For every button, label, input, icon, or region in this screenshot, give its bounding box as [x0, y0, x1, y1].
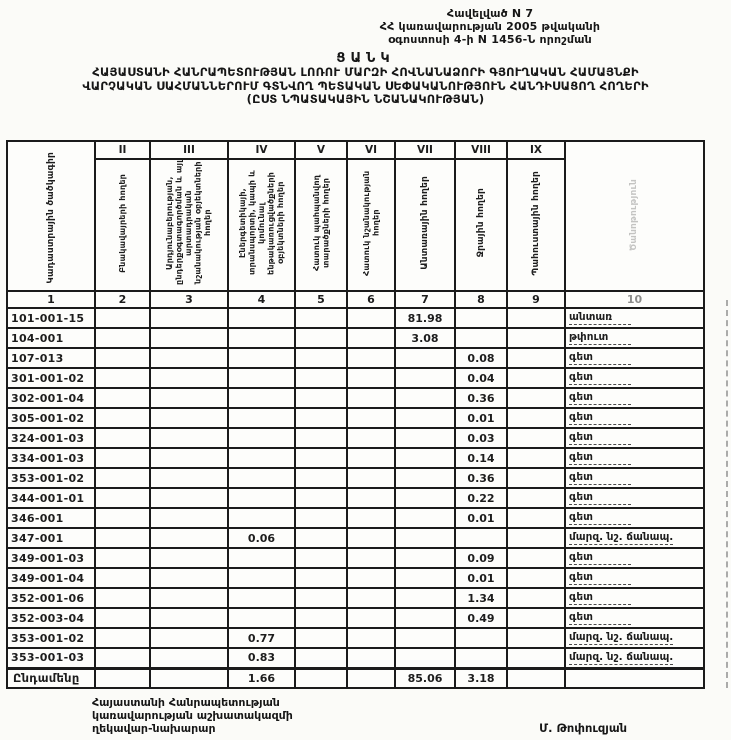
value-cell-col6 — [347, 568, 395, 588]
issuer-line-1: Հայաստանի Հանրապետության — [92, 696, 280, 709]
note-text: մարզ. նշ. ճանապ. — [569, 650, 674, 663]
value-cell-col8: 0.09 — [455, 548, 507, 568]
value-cell-col7 — [395, 448, 455, 468]
colnum-3: 3 — [150, 291, 228, 308]
header-reserve-lands — [507, 159, 565, 291]
value-cell-col9 — [507, 608, 565, 628]
value-cell-col5 — [295, 668, 347, 688]
value-cell-col4: 0.77 — [228, 628, 295, 648]
value-cell-col2 — [95, 348, 150, 368]
value-cell-col8 — [455, 648, 507, 668]
colnum-2: 2 — [95, 291, 150, 308]
value-cell-col4 — [228, 608, 295, 628]
value-cell-col3 — [150, 668, 228, 688]
table-row — [7, 408, 704, 428]
header-forest-lands — [395, 159, 455, 291]
header-notes — [565, 141, 704, 291]
note-text: անտառ — [569, 311, 631, 325]
value-cell-col2 — [95, 508, 150, 528]
value-cell-col2 — [95, 648, 150, 668]
value-cell-col6 — [347, 648, 395, 668]
value-cell-col2 — [95, 488, 150, 508]
value-cell-col5 — [295, 588, 347, 608]
land-parcels-table — [6, 140, 705, 689]
value-cell-col8: 0.01 — [455, 408, 507, 428]
value-cell-col4 — [228, 348, 295, 368]
value-cell-col6 — [347, 428, 395, 448]
cadastral-code-cell: 353-001-03 — [7, 648, 95, 668]
annex-line-3: օգոստոսի 4-ի N 1456-Ն որոշման — [388, 33, 592, 46]
value-cell-col3 — [150, 328, 228, 348]
value-cell-col2 — [95, 628, 150, 648]
numeral-III: III — [150, 141, 228, 159]
value-cell-col4: 0.83 — [228, 648, 295, 668]
header-cadastral-code — [7, 141, 95, 291]
value-cell-col8: 1.34 — [455, 588, 507, 608]
header-special-purpose-lands-label: Հատուկ նշանակության հողեր — [361, 170, 380, 276]
total-row — [7, 668, 704, 688]
note-text: գետ — [569, 511, 631, 525]
scan-edge-dashed-line — [726, 300, 728, 688]
value-cell-col7 — [395, 348, 455, 368]
note-text: գետ — [569, 351, 631, 365]
column-numbers-row — [7, 291, 704, 308]
value-cell-col6 — [347, 668, 395, 688]
value-cell-col4 — [228, 468, 295, 488]
value-cell-col7 — [395, 528, 455, 548]
note-text: գետ — [569, 591, 631, 605]
note-text: գետ — [569, 551, 631, 565]
numeral-IX: IX — [507, 141, 565, 159]
cadastral-code-cell: 324-001-03 — [7, 428, 95, 448]
note-text: գետ — [569, 491, 631, 505]
table-row — [7, 368, 704, 388]
title-line-1: ՀԱՅԱՍՏԱՆԻ ՀԱՆՐԱՊԵՏՈՒԹՅԱՆ ԼՈՌՈՒ ՄԱՐԶԻ ՀՈՎՆԱՆԱՁՈՐԻ ԳՅՈՒՂԱԿԱՆ ՀԱՄԱՅՆՔԻ — [92, 65, 639, 79]
numeral-II: II — [95, 141, 150, 159]
value-cell-col3 — [150, 588, 228, 608]
cadastral-code-cell: 352-003-04 — [7, 608, 95, 628]
total-label: Ընդամենը — [7, 668, 95, 688]
value-cell-col7: 85.06 — [395, 668, 455, 688]
value-cell-col7 — [395, 388, 455, 408]
colnum-6: 6 — [347, 291, 395, 308]
value-cell-col3 — [150, 488, 228, 508]
cadastral-code-cell: 349-001-04 — [7, 568, 95, 588]
value-cell-col5 — [295, 308, 347, 328]
value-cell-col9 — [507, 348, 565, 368]
value-cell-col7 — [395, 548, 455, 568]
value-cell-col6 — [347, 588, 395, 608]
value-cell-col5 — [295, 508, 347, 528]
roman-numeral-row — [7, 141, 704, 159]
header-settlement-lands-label: Բնակավայրերի հողեր — [117, 173, 127, 273]
value-cell-col9 — [507, 548, 565, 568]
value-cell-col5 — [295, 368, 347, 388]
value-cell-col5 — [295, 448, 347, 468]
signature-block — [0, 696, 731, 735]
table-row — [7, 628, 704, 648]
value-cell-col3 — [150, 428, 228, 448]
value-cell-col9 — [507, 648, 565, 668]
document-title — [0, 52, 731, 107]
value-cell-col7 — [395, 428, 455, 448]
value-cell-col4 — [228, 508, 295, 528]
value-cell-col7 — [395, 568, 455, 588]
value-cell-col5 — [295, 608, 347, 628]
numeral-VI: VI — [347, 141, 395, 159]
value-cell-col2 — [95, 588, 150, 608]
cadastral-code-cell: 302-001-04 — [7, 388, 95, 408]
cadastral-code-cell: 305-001-02 — [7, 408, 95, 428]
value-cell-col5 — [295, 548, 347, 568]
annex-line-1: Հավելված N 7 — [446, 7, 534, 20]
cadastral-code-cell: 346-001 — [7, 508, 95, 528]
colnum-8: 8 — [455, 291, 507, 308]
table-header — [7, 141, 704, 308]
value-cell-col7: 81.98 — [395, 308, 455, 328]
table-row — [7, 428, 704, 448]
value-cell-col9 — [507, 468, 565, 488]
value-cell-col4 — [228, 308, 295, 328]
note-cell — [565, 448, 704, 468]
value-cell-col4: 0.06 — [228, 528, 295, 548]
value-cell-col7 — [395, 608, 455, 628]
value-cell-col8: 0.01 — [455, 508, 507, 528]
value-cell-col6 — [347, 628, 395, 648]
value-cell-col5 — [295, 348, 347, 368]
note-text: գետ — [569, 411, 631, 425]
value-cell-col7 — [395, 408, 455, 428]
value-cell-col8: 0.22 — [455, 488, 507, 508]
value-cell-col5 — [295, 568, 347, 588]
table-row — [7, 508, 704, 528]
value-cell-col9 — [507, 568, 565, 588]
note-cell — [565, 528, 704, 548]
value-cell-col4 — [228, 448, 295, 468]
issuer-line-3: ղեկավար-նախարար — [92, 722, 216, 735]
value-cell-col8: 0.49 — [455, 608, 507, 628]
value-cell-col3 — [150, 348, 228, 368]
value-cell-col4 — [228, 428, 295, 448]
note-cell — [565, 568, 704, 588]
value-cell-col7 — [395, 588, 455, 608]
note-text: գետ — [569, 451, 631, 465]
value-cell-col4 — [228, 488, 295, 508]
header-notes-label: Ծանոթություն — [629, 178, 639, 251]
cadastral-code-cell: 353-001-02 — [7, 628, 95, 648]
value-cell-col6 — [347, 368, 395, 388]
value-cell-col6 — [347, 308, 395, 328]
value-cell-col4: 1.66 — [228, 668, 295, 688]
value-cell-col8: 0.03 — [455, 428, 507, 448]
numeral-VIII: VIII — [455, 141, 507, 159]
note-text: թփուտ — [569, 331, 631, 345]
value-cell-col8 — [455, 328, 507, 348]
value-cell-col4 — [228, 388, 295, 408]
note-text: գետ — [569, 391, 631, 405]
note-text: գետ — [569, 471, 631, 485]
value-cell-col7 — [395, 628, 455, 648]
value-cell-col2 — [95, 548, 150, 568]
value-cell-col6 — [347, 448, 395, 468]
header-settlement-lands — [95, 159, 150, 291]
value-cell-col3 — [150, 548, 228, 568]
value-cell-col9 — [507, 588, 565, 608]
value-cell-col9 — [507, 528, 565, 548]
cadastral-code-cell: 352-001-06 — [7, 588, 95, 608]
cadastral-code-cell: 104-001 — [7, 328, 95, 348]
value-cell-col9 — [507, 428, 565, 448]
value-cell-col2 — [95, 668, 150, 688]
table-row — [7, 388, 704, 408]
value-cell-col3 — [150, 528, 228, 548]
header-water-lands-label: Ջրային հողեր — [475, 188, 486, 258]
value-cell-col5 — [295, 328, 347, 348]
value-cell-col9 — [507, 668, 565, 688]
value-cell-col8: 0.36 — [455, 388, 507, 408]
annex-line-2: ՀՀ կառավարության 2005 թվականի — [379, 20, 601, 33]
title-caption: ՑԱՆԿ — [336, 51, 395, 66]
table-row — [7, 588, 704, 608]
header-reserve-lands-label: Պահուստային հողեր — [530, 170, 541, 276]
note-cell — [565, 428, 704, 448]
value-cell-col4 — [228, 588, 295, 608]
header-protected-lands — [295, 159, 347, 291]
note-text: գետ — [569, 431, 631, 445]
value-cell-col5 — [295, 648, 347, 668]
cadastral-code-cell: 353-001-02 — [7, 468, 95, 488]
value-cell-col9 — [507, 488, 565, 508]
note-text: գետ — [569, 611, 631, 625]
note-cell — [565, 408, 704, 428]
numeral-V: V — [295, 141, 347, 159]
colnum-10: 10 — [565, 291, 704, 308]
table-row — [7, 608, 704, 628]
value-cell-col4 — [228, 548, 295, 568]
value-cell-col2 — [95, 428, 150, 448]
value-cell-col5 — [295, 488, 347, 508]
value-cell-col6 — [347, 408, 395, 428]
value-cell-col3 — [150, 468, 228, 488]
note-cell — [565, 468, 704, 488]
cadastral-code-cell: 301-001-02 — [7, 368, 95, 388]
value-cell-col2 — [95, 448, 150, 468]
cadastral-code-cell: 107-013 — [7, 348, 95, 368]
value-cell-col3 — [150, 608, 228, 628]
header-industrial-lands — [150, 159, 228, 291]
table-row — [7, 468, 704, 488]
value-cell-col8: 0.08 — [455, 348, 507, 368]
value-cell-col3 — [150, 408, 228, 428]
signatory-name: Մ. Թոփուզյան — [539, 721, 627, 735]
note-cell — [565, 628, 704, 648]
header-energy-transport-lands — [228, 159, 295, 291]
value-cell-col5 — [295, 528, 347, 548]
value-cell-col9 — [507, 508, 565, 528]
note-cell — [565, 328, 704, 348]
note-cell — [565, 508, 704, 528]
note-cell — [565, 548, 704, 568]
value-cell-col3 — [150, 448, 228, 468]
note-cell — [565, 368, 704, 388]
table-row — [7, 648, 704, 668]
value-cell-col5 — [295, 408, 347, 428]
colnum-7: 7 — [395, 291, 455, 308]
value-cell-col5 — [295, 628, 347, 648]
value-cell-col7 — [395, 488, 455, 508]
value-cell-col2 — [95, 608, 150, 628]
cadastral-code-cell: 344-001-01 — [7, 488, 95, 508]
note-text: մարզ. նշ. ճանապ. — [569, 631, 674, 643]
value-cell-col8 — [455, 528, 507, 548]
cadastral-code-cell: 334-001-03 — [7, 448, 95, 468]
value-cell-col5 — [295, 468, 347, 488]
note-text: գետ — [569, 371, 631, 385]
note-cell — [565, 488, 704, 508]
value-cell-col3 — [150, 388, 228, 408]
value-cell-col4 — [228, 328, 295, 348]
value-cell-col6 — [347, 608, 395, 628]
header-forest-lands-label: Անտառային հողեր — [419, 176, 430, 270]
value-cell-col9 — [507, 388, 565, 408]
numeral-VII: VII — [395, 141, 455, 159]
value-cell-col7: 3.08 — [395, 328, 455, 348]
value-cell-col6 — [347, 548, 395, 568]
value-cell-col9 — [507, 448, 565, 468]
value-cell-col9 — [507, 328, 565, 348]
value-cell-col8 — [455, 628, 507, 648]
table-row — [7, 548, 704, 568]
value-cell-col4 — [228, 568, 295, 588]
value-cell-col3 — [150, 368, 228, 388]
value-cell-col6 — [347, 488, 395, 508]
value-cell-col9 — [507, 308, 565, 328]
issuer-title — [92, 696, 293, 735]
table-row — [7, 308, 704, 328]
value-cell-col6 — [347, 348, 395, 368]
value-cell-col8: 0.14 — [455, 448, 507, 468]
value-cell-col7 — [395, 508, 455, 528]
value-cell-col3 — [150, 628, 228, 648]
value-cell-col6 — [347, 528, 395, 548]
table-row — [7, 568, 704, 588]
note-cell — [565, 388, 704, 408]
colnum-5: 5 — [295, 291, 347, 308]
title-line-2: ՎԱՐՉԱԿԱՆ ՍԱՀՄԱՆՆԵՐՈՒՄ ԳՏՆՎՈՂ ՊԵՏԱԿԱՆ ՍԵՓԱԿԱՆՈՒԹՅՈՒՆ ՀԱՆԴԻՍԱՑՈՂ ՀՈՂԵՐԻ — [82, 78, 649, 93]
value-cell-col3 — [150, 308, 228, 328]
note-cell — [565, 348, 704, 368]
note-text: գետ — [569, 571, 631, 585]
value-cell-col8: 0.01 — [455, 568, 507, 588]
value-cell-col5 — [295, 388, 347, 408]
value-cell-col2 — [95, 308, 150, 328]
value-cell-col3 — [150, 568, 228, 588]
header-special-purpose-lands — [347, 159, 395, 291]
value-cell-col2 — [95, 368, 150, 388]
note-cell — [565, 648, 704, 668]
value-cell-col4 — [228, 368, 295, 388]
title-line-3: (ԸՍՏ ՆՊԱՏԱԿԱՅԻՆ ՆՇԱՆԱԿՈՒԹՅԱՆ) — [246, 92, 485, 106]
header-water-lands — [455, 159, 507, 291]
cadastral-code-cell: 347-001 — [7, 528, 95, 548]
issuer-line-2: կառավարության աշխատակազմի — [92, 709, 293, 722]
note-cell — [565, 308, 704, 328]
numeral-IV: IV — [228, 141, 295, 159]
value-cell-col8: 3.18 — [455, 668, 507, 688]
value-cell-col7 — [395, 468, 455, 488]
value-cell-col2 — [95, 328, 150, 348]
note-cell — [565, 608, 704, 628]
value-cell-col3 — [150, 648, 228, 668]
note-cell — [565, 588, 704, 608]
value-cell-col5 — [295, 428, 347, 448]
annex-reference — [305, 7, 675, 46]
value-cell-col2 — [95, 388, 150, 408]
value-cell-col6 — [347, 468, 395, 488]
value-cell-col2 — [95, 468, 150, 488]
note-cell — [565, 668, 704, 688]
value-cell-col2 — [95, 408, 150, 428]
header-protected-lands-label: Հատուկ պահպանվող տարածքների հողեր — [311, 174, 330, 272]
cadastral-code-cell: 101-001-15 — [7, 308, 95, 328]
value-cell-col2 — [95, 528, 150, 548]
colnum-1: 1 — [7, 291, 95, 308]
value-cell-col6 — [347, 388, 395, 408]
cadastral-code-cell: 349-001-03 — [7, 548, 95, 568]
value-cell-col4 — [228, 408, 295, 428]
value-cell-col2 — [95, 568, 150, 588]
value-cell-col9 — [507, 628, 565, 648]
value-cell-col8: 0.04 — [455, 368, 507, 388]
value-cell-col6 — [347, 508, 395, 528]
value-cell-col9 — [507, 368, 565, 388]
value-cell-col7 — [395, 368, 455, 388]
header-industrial-lands-label: Արդյունաբերության, ընդերքօգտագործման և այլ արտադրական նշանակության օբյեկտների հողեր — [165, 160, 213, 286]
value-cell-col3 — [150, 508, 228, 528]
value-cell-col6 — [347, 328, 395, 348]
note-text: մարզ. նշ. ճանապ. — [569, 531, 674, 543]
value-cell-col9 — [507, 408, 565, 428]
colnum-4: 4 — [228, 291, 295, 308]
table-row — [7, 528, 704, 548]
table-row — [7, 488, 704, 508]
table-row — [7, 448, 704, 468]
header-energy-transport-lands-label: Էներգետիկայի, տրանսպորտի, կապի և կոմունալ ենթակառուցվածքների օբյեկտների հողեր — [237, 170, 285, 276]
value-cell-col7 — [395, 648, 455, 668]
table-row — [7, 328, 704, 348]
colnum-9: 9 — [507, 291, 565, 308]
table-row — [7, 348, 704, 368]
table-body — [7, 308, 704, 688]
header-cadastral-code-label: Կադաստրային ծածկագիր — [45, 152, 56, 284]
value-cell-col8: 0.36 — [455, 468, 507, 488]
value-cell-col8 — [455, 308, 507, 328]
